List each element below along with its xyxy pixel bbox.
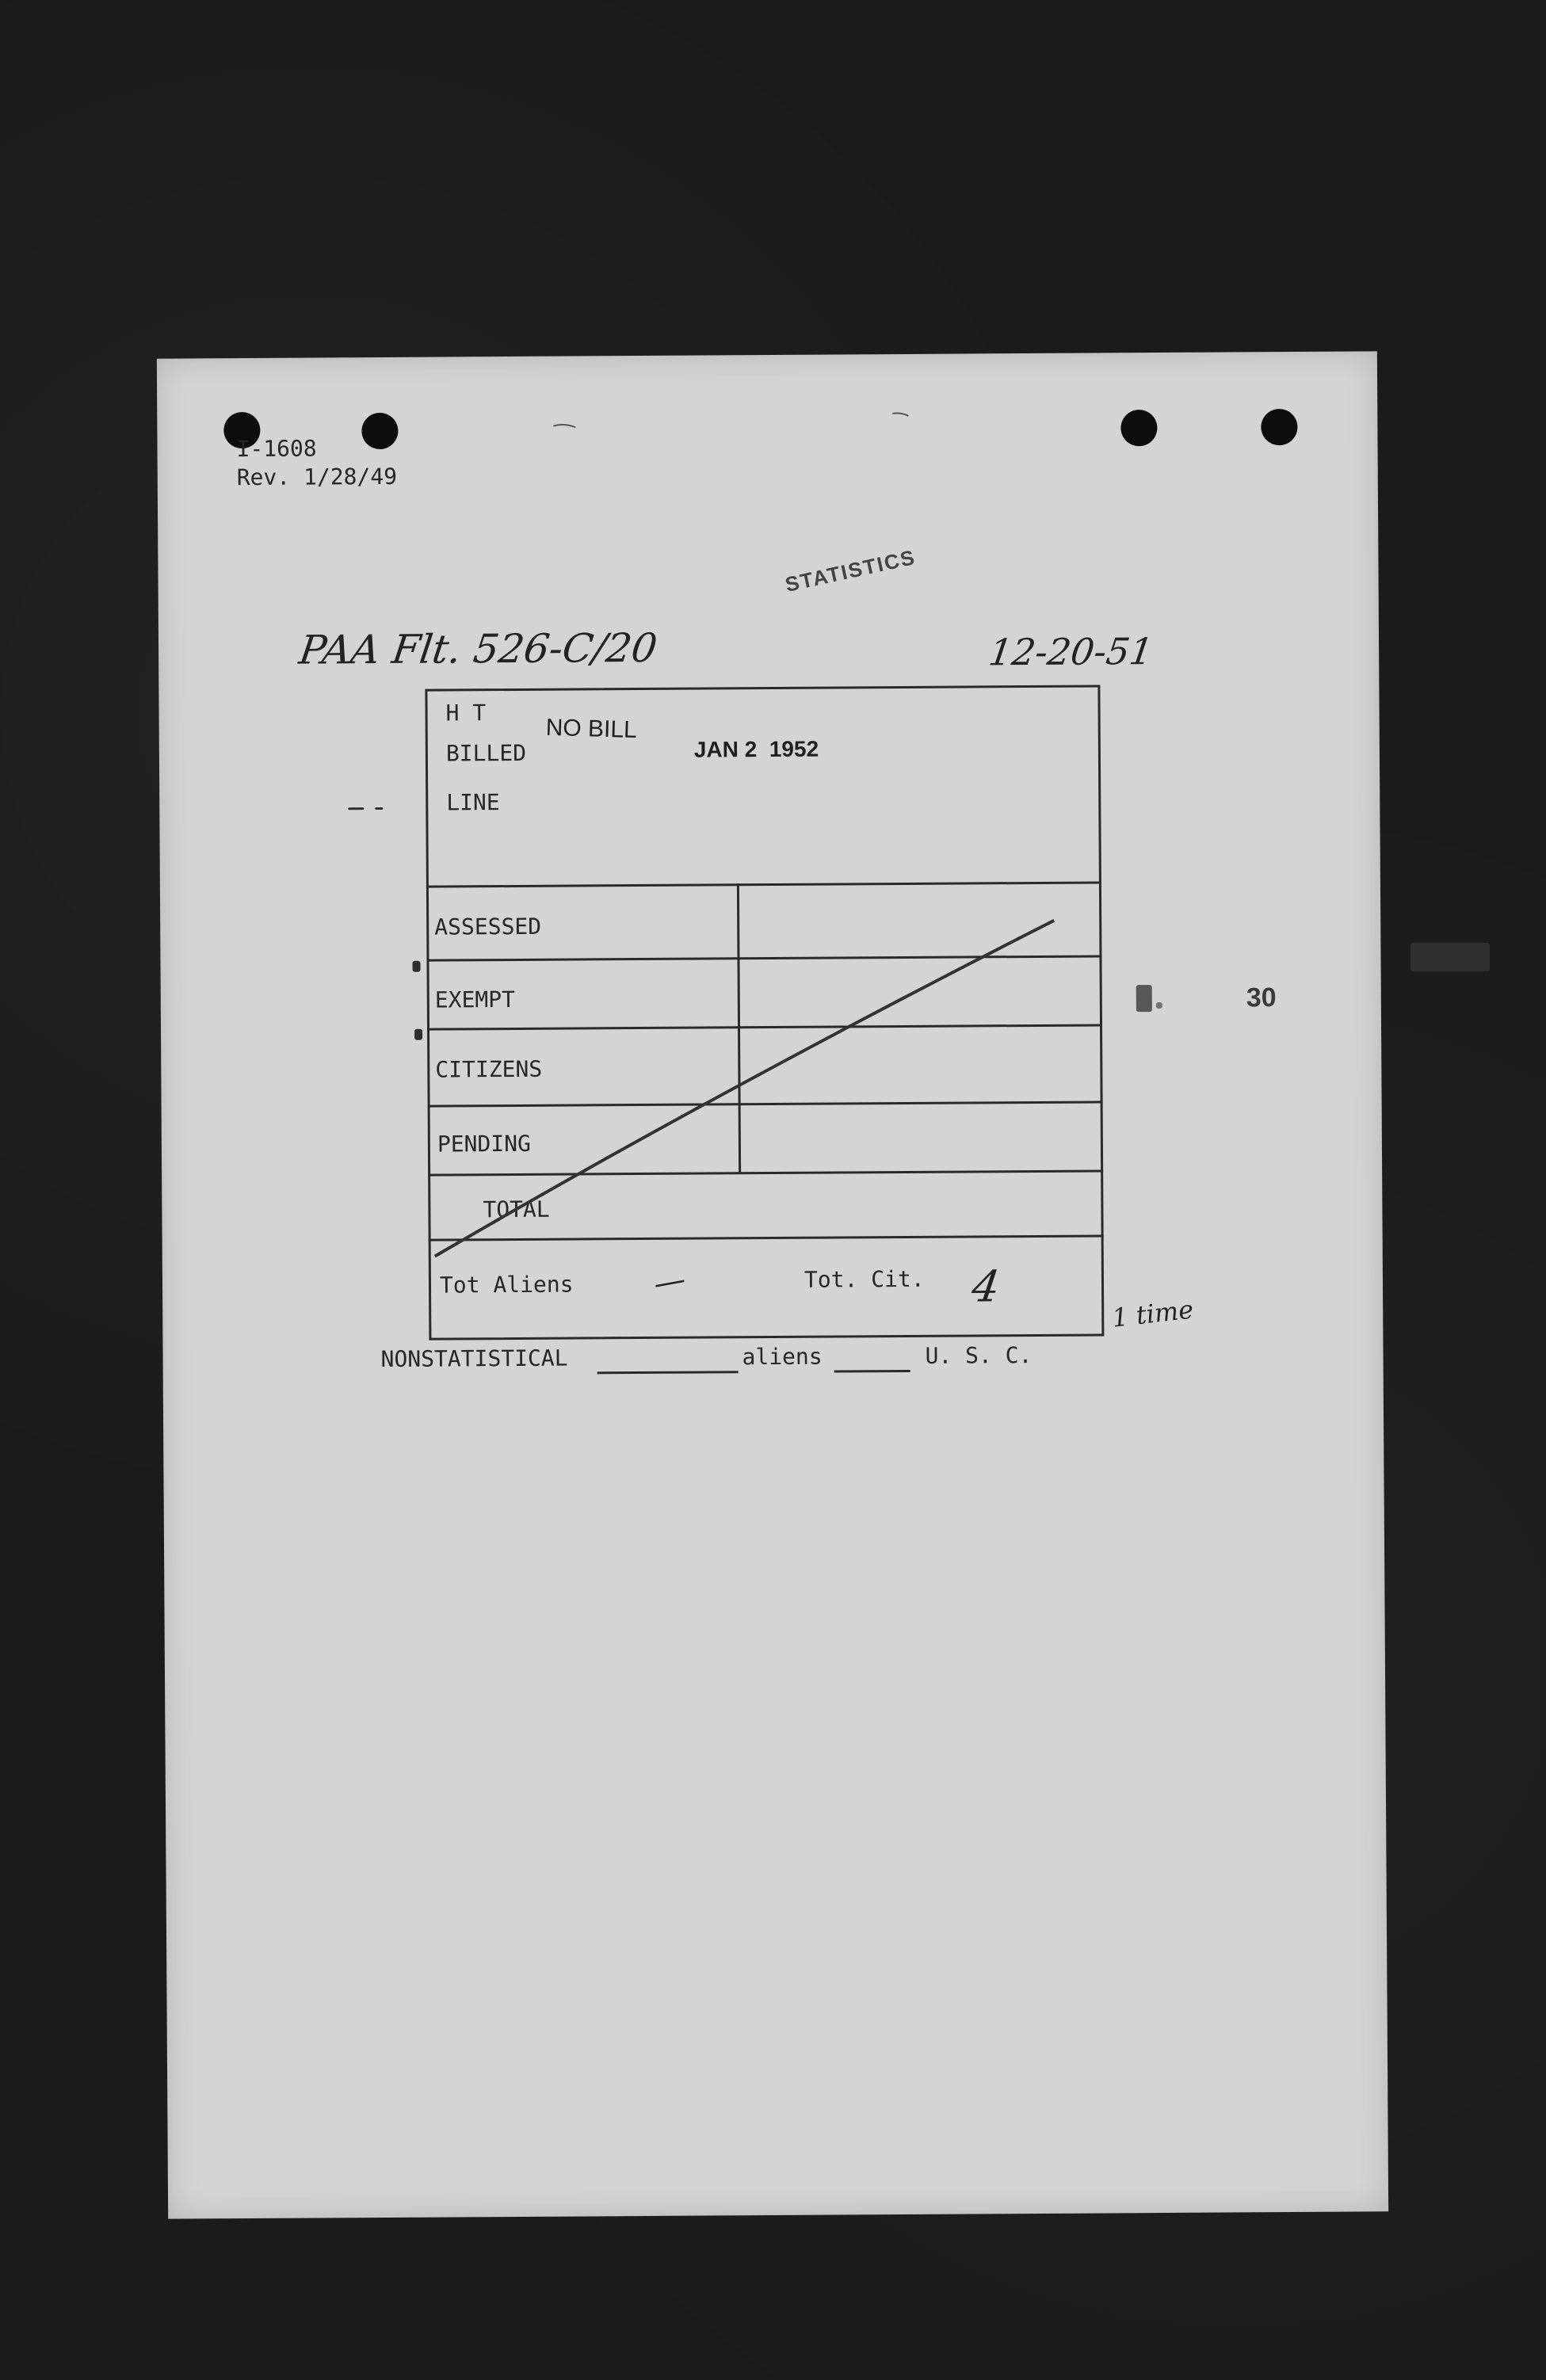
strike-through-overlay (157, 351, 1388, 2218)
row-label-pending: PENDING (437, 1130, 532, 1158)
form-revision: Rev. 1/28/49 (236, 463, 398, 491)
statistics-stamp: STATISTICS (783, 544, 918, 597)
nonstatistical-label: NONSTATISTICAL (380, 1344, 568, 1373)
handwritten-note-right: 1 time (1110, 1294, 1195, 1333)
handwritten-date: 12-20-51 (986, 630, 1156, 674)
document-page (157, 351, 1388, 2218)
no-bill-stamp: NO BILL (545, 714, 638, 744)
line-label: LINE (446, 789, 500, 816)
row-label-assessed: ASSESSED (434, 913, 542, 940)
aliens-label: aliens (742, 1343, 823, 1371)
side-mark-number: 30 (1246, 982, 1277, 1013)
ht-label: H T (445, 700, 487, 727)
handwritten-tot-aliens: — (651, 1261, 689, 1303)
form-number: I-1608 (236, 435, 317, 463)
handwritten-carrier-flight: PAA Flt. 526-C/20 (296, 624, 660, 673)
total-label: TOTAL (483, 1196, 550, 1223)
diagonal-strike-line (433, 921, 1056, 1257)
usc-label: U. S. C. (925, 1342, 1033, 1369)
handwritten-tot-cit: 4 (968, 1261, 1003, 1312)
tot-aliens-label: Tot Aliens (439, 1271, 574, 1299)
date-stamp: JAN 2 1952 (693, 736, 819, 762)
scan-mark (1410, 943, 1490, 971)
billed-label: BILLED (445, 739, 527, 767)
handwritten-dash-top (892, 413, 908, 416)
handwritten-dash-top (553, 425, 575, 428)
tot-cit-label: Tot. Cit. (804, 1265, 925, 1293)
row-label-citizens: CITIZENS (435, 1055, 543, 1083)
row-label-exempt: EXEMPT (434, 986, 516, 1013)
